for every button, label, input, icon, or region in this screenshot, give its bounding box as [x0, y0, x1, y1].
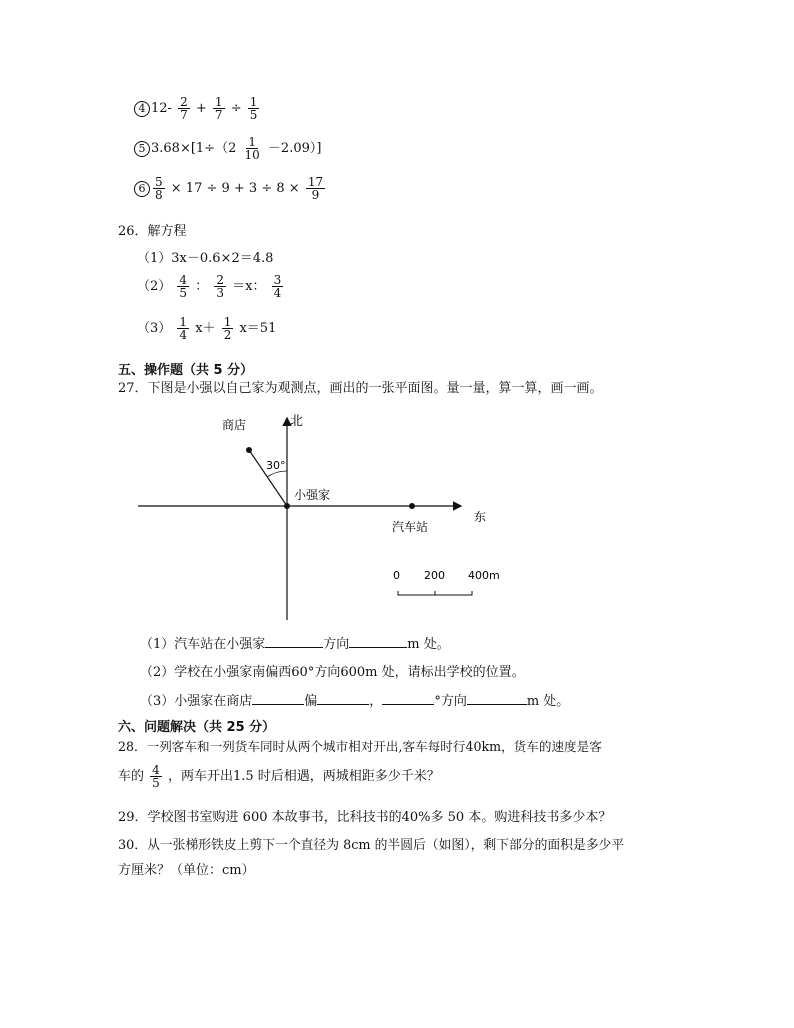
fraction: $\frac{17}{9}$ — [307, 175, 324, 202]
home-label: 小强家 — [294, 488, 331, 502]
fraction: $\frac{2}{3}$ — [216, 273, 224, 300]
angle-label: 30° — [266, 459, 286, 472]
fraction: $\frac{1}{7}$ — [214, 95, 223, 122]
calc-item-6: 6 $\frac{5}{8}$ × 17 ÷ 9 + 3 ÷ 8 × $\frac{17}{9}$ — [134, 176, 327, 201]
equation-2: （2） $\frac{4}{5}$ ： $\frac{2}{3}$ ＝x： $\frac{3}{4}$ — [137, 273, 282, 300]
scale-label-200: 200 — [424, 569, 445, 582]
question-30-line-2: 方厘米？（单位：cm） — [118, 863, 255, 878]
section-5-heading: 五、操作题（共 5 分） — [118, 363, 254, 378]
question-27-3: （3）小强家在商店 偏 ， °方向 m 处。 — [140, 694, 570, 709]
equation-3: （3） $\frac{1}{4}$ x＋ $\frac{1}{2}$ x＝51 — [137, 315, 277, 342]
direction-map-diagram — [130, 405, 500, 625]
calc-item-4: 4 12- $\frac{2}{7}$ + $\frac{1}{7}$ ÷ $\frac{1}{5}$ — [134, 96, 261, 121]
answer-blank[interactable] — [467, 692, 527, 705]
item-number: 4 — [134, 101, 150, 117]
item-number: 6 — [134, 181, 150, 197]
fraction: $\frac{1}{4}$ — [179, 315, 188, 342]
fraction: $\frac{1}{5}$ — [249, 95, 258, 122]
calc-item-5: 5 3.68×[1÷（2 $\frac{1}{10}$ －2.09）] — [134, 136, 321, 161]
home-point — [284, 503, 290, 509]
scale-bar — [398, 591, 472, 595]
answer-blank[interactable] — [252, 692, 304, 705]
north-label: 北 — [290, 414, 304, 429]
question-28-line-1: 28．一列客车和一列货车同时从两个城市相对开出,客车每时行40km，货车的速度是客 — [118, 739, 602, 754]
shop-point — [246, 447, 252, 453]
fraction: $\frac{1}{10}$ — [244, 135, 260, 162]
east-label: 东 — [474, 510, 487, 524]
answer-blank[interactable] — [265, 635, 323, 648]
fraction: $\frac{1}{2}$ — [223, 315, 232, 342]
section-6-heading: 六、问题解决（共 25 分） — [118, 720, 276, 735]
scale-label-0: 0 — [393, 569, 400, 582]
question-27-title: 27．下图是小强以自己家为观测点，画出的一张平面图。量一量，算一算，画一画。 — [118, 381, 603, 396]
scale-label-400: 400m — [468, 569, 500, 582]
answer-blank[interactable] — [349, 635, 407, 648]
item-number: 5 — [134, 141, 150, 157]
question-27-2: （2）学校在小强家南偏西60°方向600m 处，请标出学校的位置。 — [140, 665, 525, 680]
fraction: $\frac{4}{5}$ — [179, 273, 188, 300]
question-26-title: 26．解方程 — [118, 224, 187, 239]
fraction: $\frac{3}{4}$ — [273, 273, 282, 300]
fraction: $\frac{4}{5}$ — [152, 763, 160, 790]
answer-blank[interactable] — [317, 692, 369, 705]
fraction: $\frac{5}{8}$ — [155, 175, 163, 202]
shop-label: 商店 — [222, 418, 247, 432]
question-29: 29．学校图书室购进 600 本故事书，比科技书的40%多 50 本。购进科技书多少本？ — [118, 810, 612, 825]
station-label: 汽车站 — [392, 520, 429, 534]
fraction: $\frac{2}{7}$ — [180, 95, 188, 122]
question-30-line-1: 30．从一张梯形铁皮上剪下一个直径为 8cm 的半圆后（如图），剩下部分的面积是多少平 — [118, 838, 625, 853]
question-27-1: （1）汽车站在小强家 方向 m 处。 — [140, 637, 450, 652]
question-28-line-2: 车的 $\frac{4}{5}$ ，两车开出1.5 时后相遇，两城相距多少千米？ — [118, 763, 440, 790]
equation-1: （1）3x－0.6×2＝4.8 — [137, 251, 274, 266]
answer-blank[interactable] — [382, 692, 434, 705]
station-point — [409, 503, 415, 509]
